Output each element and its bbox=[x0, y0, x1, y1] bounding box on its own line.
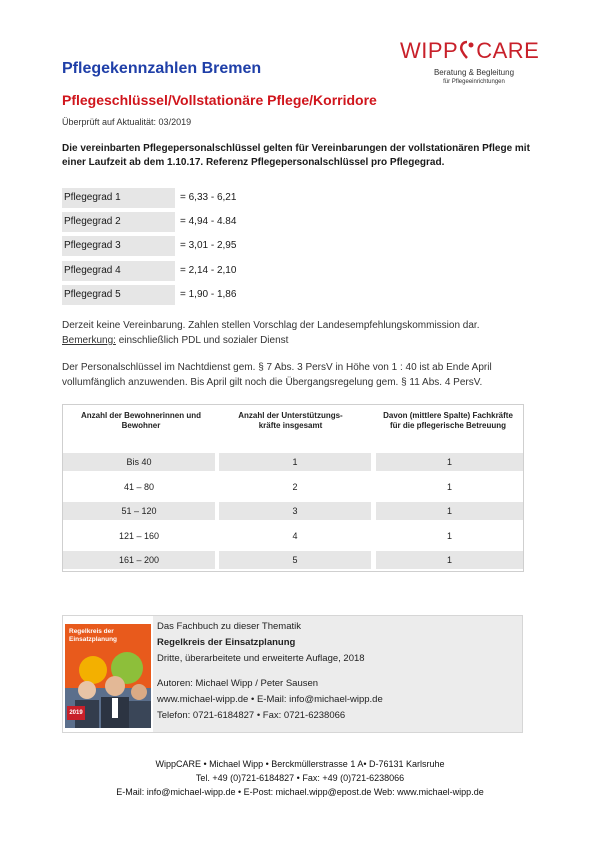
remark-text: einschließlich PDL und sozialer Dienst bbox=[115, 335, 289, 346]
remark-label: Bemerkung: bbox=[62, 335, 116, 346]
book-phone-fax: Telefon: 0721-6184827 • Fax: 0721-6238066 bbox=[157, 710, 346, 721]
staffing-table bbox=[62, 404, 524, 572]
book-edition: Dritte, überarbeitete und erweiterte Auflage, 2018 bbox=[157, 653, 365, 664]
table-cell: 1 bbox=[376, 453, 523, 471]
intro-text: Die vereinbarten Pflegepersonalschlüssel gelten für Vereinbarungen der vollstationären Pflege mit einer Laufzeit ab dem 1.10.17. Referenz Pflegepersonalschlüssel pro Pflegegrad. bbox=[62, 143, 530, 168]
table-header: Davon (mittlere Spalte) Fachkräfte für die pflegerische Betreuung bbox=[383, 411, 513, 430]
table-cell: 51 – 120 bbox=[63, 502, 215, 520]
footer-address: WippCARE • Michael Wipp • Berckmüllerstrasse 1 A• D-76131 Karlsruhe bbox=[155, 759, 445, 769]
table-header: Anzahl der Unterstützungs-kräfte insgesamt bbox=[238, 411, 343, 430]
footer-contact: E-Mail: info@michael-wipp.de • E-Post: michael.wipp@epost.de Web: www.michael-wipp.de bbox=[116, 787, 484, 797]
grade-label: Pflegegrad 1 bbox=[62, 188, 175, 208]
grade-value: = 2,14 - 2,10 bbox=[180, 265, 237, 276]
book-title: Regelkreis der Einsatzplanung bbox=[157, 637, 296, 648]
grade-value: = 6,33 - 6,21 bbox=[180, 192, 237, 203]
table-cell: 1 bbox=[376, 502, 523, 520]
footer-phone: Tel. +49 (0)721-6184827 • Fax: +49 (0)721-6238066 bbox=[195, 773, 405, 783]
grade-label: Pflegegrad 5 bbox=[62, 285, 175, 305]
table-cell: Bis 40 bbox=[63, 453, 215, 471]
table-cell: 3 bbox=[219, 502, 371, 520]
grade-label: Pflegegrad 4 bbox=[62, 261, 175, 281]
note-remark bbox=[62, 333, 542, 348]
grade-value: = 1,90 - 1,86 bbox=[180, 289, 237, 300]
book-info bbox=[153, 616, 522, 732]
grade-value: = 3,01 - 2,95 bbox=[180, 240, 237, 251]
logo-tagline-small: für Pflegeeinrichtungen bbox=[443, 79, 505, 85]
table-cell: 5 bbox=[219, 551, 371, 569]
table-cell: 2 bbox=[219, 478, 371, 496]
grade-value: = 4,94 - 4.84 bbox=[180, 216, 237, 227]
table-cell: 4 bbox=[219, 527, 371, 545]
table-cell: 1 bbox=[219, 453, 371, 471]
logo-word-right: CARE bbox=[476, 38, 540, 63]
table-cell: 161 – 200 bbox=[63, 551, 215, 569]
checked-date: Überprüft auf Aktualität: 03/2019 bbox=[62, 117, 192, 127]
table-cell: 41 – 80 bbox=[63, 478, 215, 496]
page-footer bbox=[0, 757, 600, 799]
book-web-email: www.michael-wipp.de • E-Mail: info@michael-wipp.de bbox=[157, 694, 383, 705]
table-cell: 121 – 160 bbox=[63, 527, 215, 545]
grade-label: Pflegegrad 3 bbox=[62, 236, 175, 256]
logo-tagline: Beratung & Begleitung bbox=[433, 68, 515, 77]
book-cover-image bbox=[65, 618, 151, 728]
wippcare-logo bbox=[400, 38, 545, 90]
table-cell: 1 bbox=[376, 551, 523, 569]
page-subtitle: Pflegeschlüssel/Vollstationäre Pflege/Korridore bbox=[62, 92, 377, 108]
night-shift-text: Der Personalschlüssel im Nachtdienst gem. § 7 Abs. 3 PersV in Höhe von 1 : 40 ist ab Ende April vollumfänglich anzuwenden. Bis April gilt noch die Übergangsregelung gem. § 11 Abs. 4 PersV. bbox=[62, 362, 492, 388]
cover-title: Regelkreis der Einsatzplanung bbox=[69, 628, 118, 643]
table-header: Anzahl der Bewohnerinnen und Bewohner bbox=[80, 411, 201, 430]
logo-heart-icon bbox=[458, 40, 476, 60]
book-promo bbox=[62, 615, 523, 733]
cover-year-badge: 2019 bbox=[67, 706, 85, 720]
logo-word-left: WIPP bbox=[400, 38, 459, 63]
table-cell: 1 bbox=[376, 478, 523, 496]
page-title: Pflegekennzahlen Bremen bbox=[62, 60, 262, 77]
book-authors: Autoren: Michael Wipp / Peter Sausen bbox=[157, 678, 319, 689]
note-no-agreement: Derzeit keine Vereinbarung. Zahlen stellen Vorschlag der Landesempfehlungskommission dar. bbox=[62, 320, 480, 331]
cover-top-strip bbox=[65, 618, 151, 624]
grade-label: Pflegegrad 2 bbox=[62, 212, 175, 232]
book-intro: Das Fachbuch zu dieser Thematik bbox=[157, 621, 301, 632]
table-cell: 1 bbox=[376, 527, 523, 545]
